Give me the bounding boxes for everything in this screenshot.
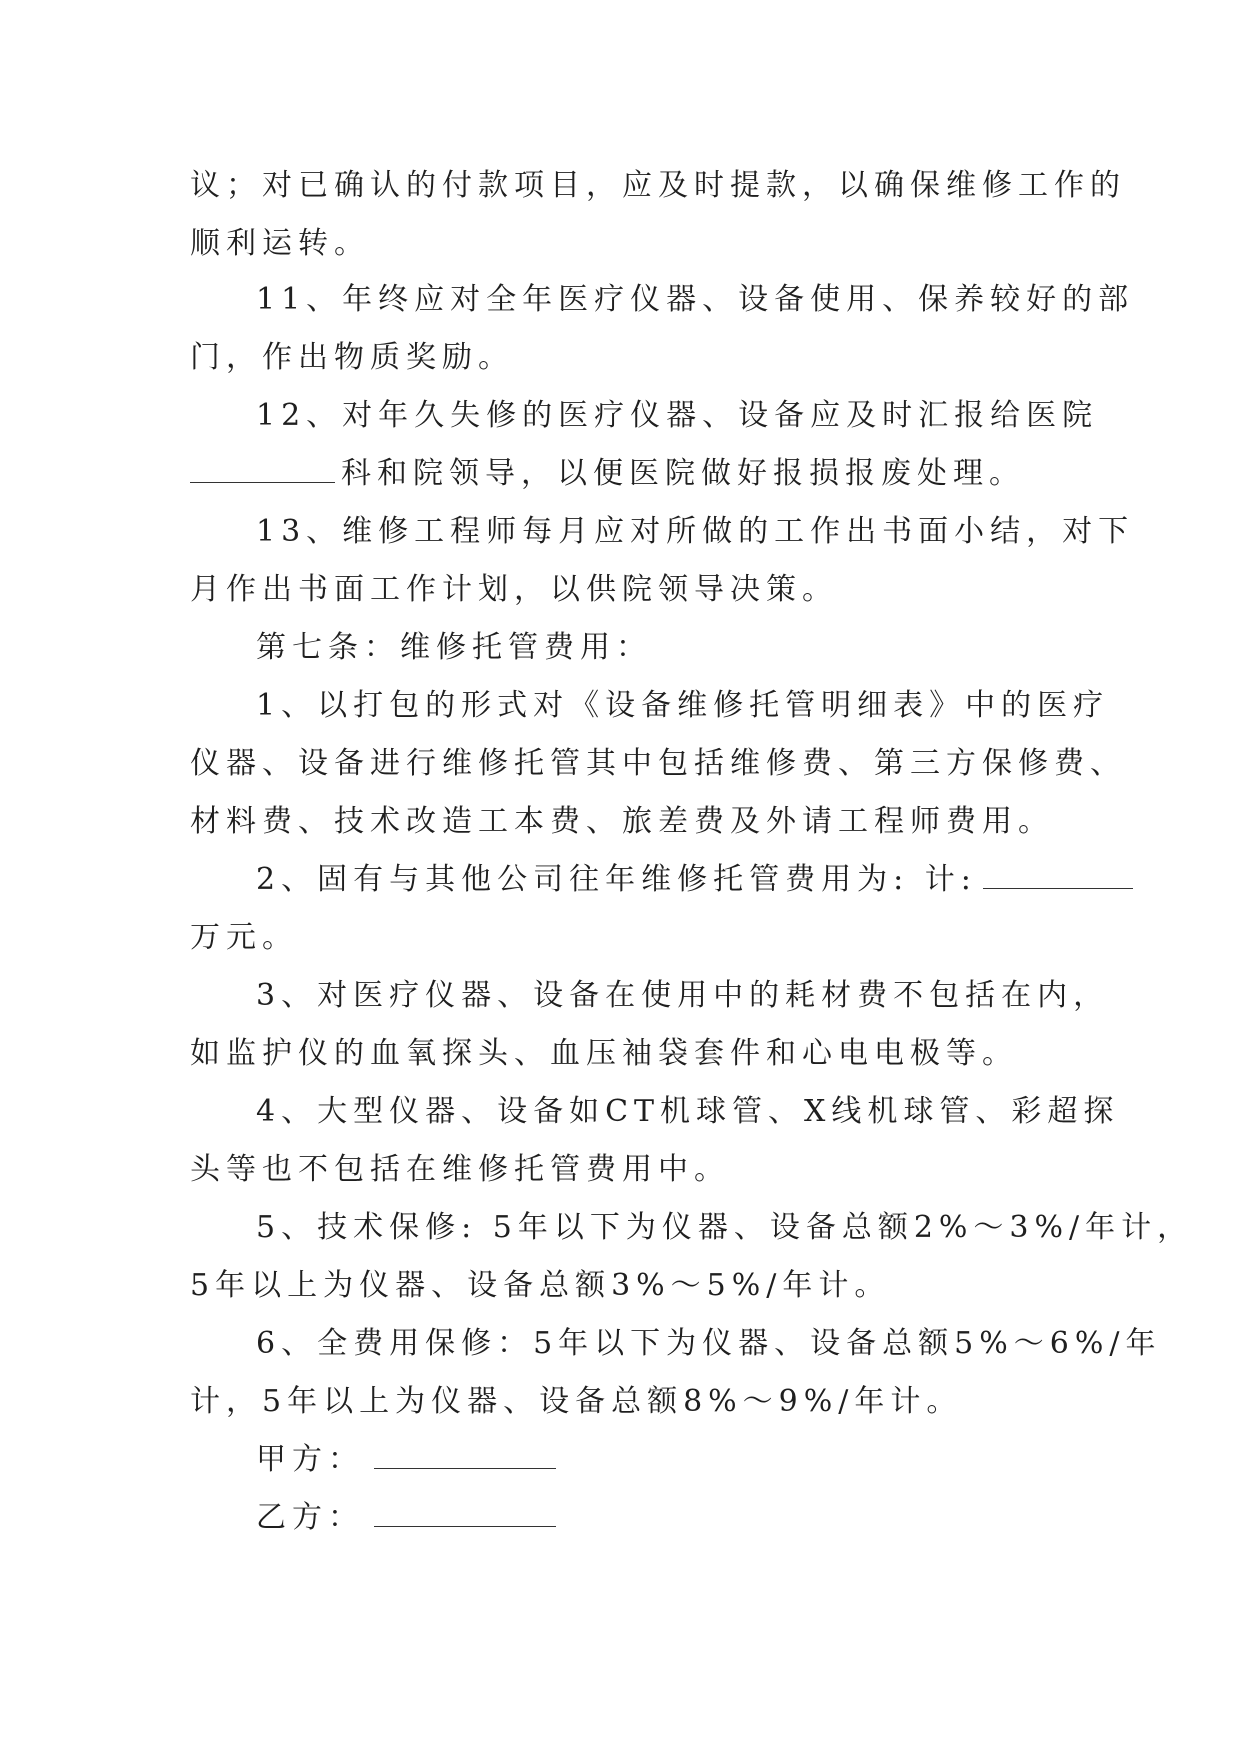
line-text: 万元。 (190, 920, 298, 955)
line-text: 顺利运转。 (190, 226, 370, 261)
line-text: 1、以打包的形式对《设备维修托管明细表》中的医疗 (256, 688, 1110, 723)
line-text: 2、固有与其他公司往年维修托管费用为: 计: (256, 862, 977, 897)
signature-blank (374, 1444, 556, 1469)
item-12-line (256, 394, 1098, 438)
line-text: 月作出书面工作计划，以供院领导决策。 (190, 572, 838, 607)
party-b-label: 乙方： (256, 1500, 364, 1535)
line-text: 6、全费用保修：5年以下为仪器、设备总额5%～6%/年 (256, 1326, 1162, 1361)
party-a-signature (256, 1438, 556, 1482)
paragraph-line (190, 568, 838, 612)
paragraph-line (190, 222, 370, 266)
line-text: 材料费、技术改造工本费、旅差费及外请工程师费用。 (190, 804, 1054, 839)
line-text: 3、对医疗仪器、设备在使用中的耗材费不包括在内， (256, 978, 1110, 1013)
line-text: 计，5年以上为仪器、设备总额8%～9%/年计。 (190, 1384, 963, 1419)
line-text: 门，作出物质奖励。 (190, 340, 514, 375)
line-text: 13、维修工程师每月应对所做的工作出书面小结，对下 (256, 514, 1135, 549)
fee-item-3-line (256, 974, 1109, 1018)
party-b-signature (256, 1496, 556, 1540)
signature-blank (374, 1502, 556, 1527)
paragraph-line (190, 1032, 1018, 1076)
fee-item-1-line (256, 684, 1109, 728)
paragraph-line (190, 1380, 962, 1424)
paragraph-line (190, 164, 1126, 208)
fee-item-5-line (256, 1206, 1193, 1250)
fee-item-2-line (256, 858, 1133, 902)
paragraph-line (190, 916, 298, 960)
line-text: 5年以上为仪器、设备总额3%～5%/年计。 (190, 1268, 891, 1303)
line-text: 头等也不包括在维修托管费用中。 (190, 1152, 730, 1187)
line-text: 第七条：维修托管费用： (256, 630, 652, 665)
line-text: 仪器、设备进行维修托管其中包括维修费、第三方保修费、 (190, 746, 1126, 781)
paragraph-line (190, 1264, 890, 1308)
line-text: 12、对年久失修的医疗仪器、设备应及时汇报给医院 (256, 398, 1099, 433)
paragraph-line (190, 452, 1025, 496)
fee-item-4-line (256, 1090, 1119, 1134)
item-13-line (256, 510, 1134, 554)
line-text: 如监护仪的血氧探头、血压袖袋套件和心电电极等。 (190, 1036, 1018, 1071)
paragraph-line (190, 800, 1054, 844)
paragraph-line (190, 742, 1126, 786)
fill-in-blank (190, 458, 335, 483)
paragraph-line (190, 1148, 730, 1192)
item-11-line (256, 278, 1134, 322)
line-text: 4、大型仪器、设备如CT机球管、X线机球管、彩超探 (256, 1094, 1120, 1129)
line-text: 5、技术保修: 5年以下为仪器、设备总额2%～3%/年计， (256, 1210, 1194, 1245)
line-text: 议；对已确认的付款项目，应及时提款，以确保维修工作的 (190, 168, 1126, 203)
paragraph-line (190, 336, 514, 380)
line-text: 科和院领导，以便医院做好报损报废处理。 (341, 456, 1025, 491)
fill-in-blank (983, 864, 1133, 889)
line-text: 11、年终应对全年医疗仪器、设备使用、保养较好的部 (256, 282, 1135, 317)
article-heading (256, 626, 652, 670)
party-a-label: 甲方： (256, 1442, 364, 1477)
fee-item-6-line (256, 1322, 1161, 1366)
